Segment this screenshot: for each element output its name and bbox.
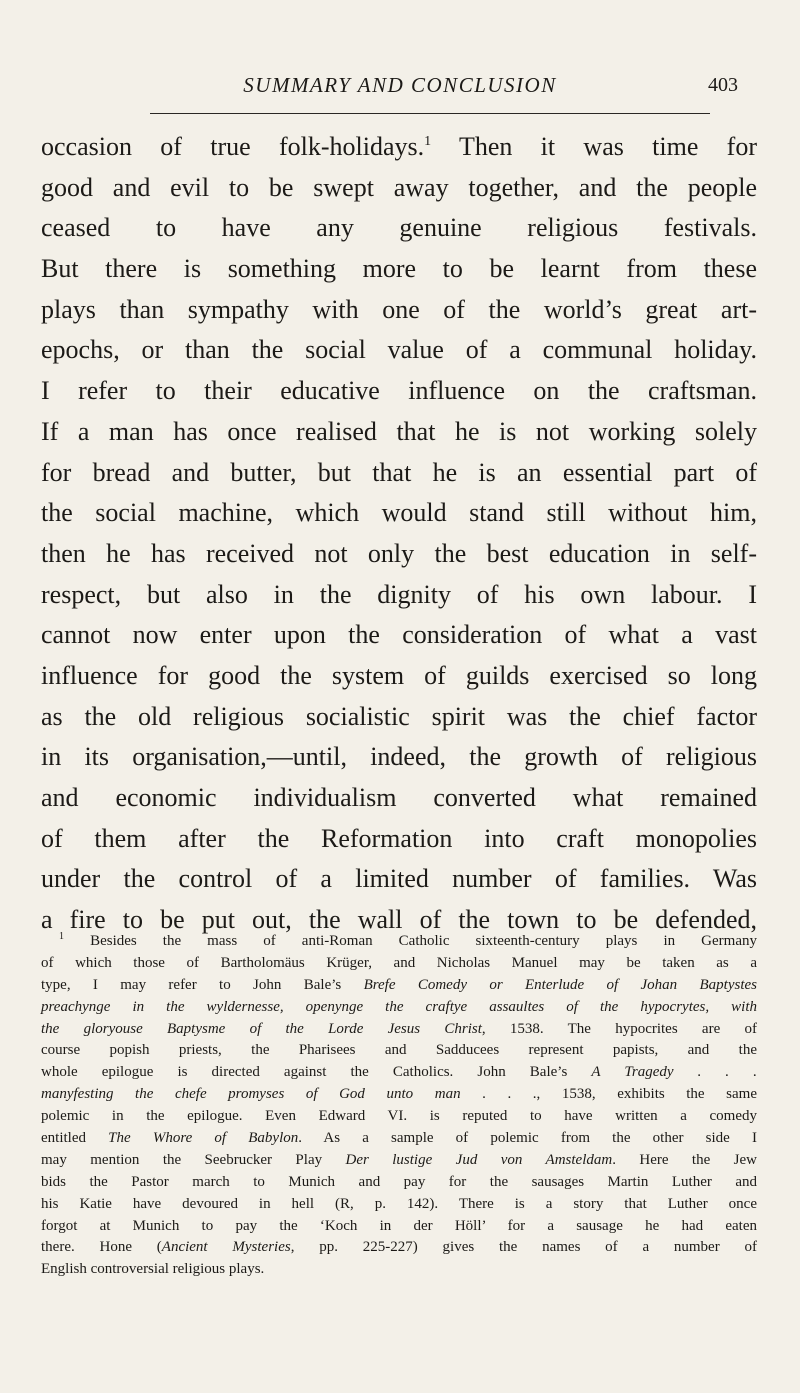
footnote-title: The Whore of Babylon [108, 1130, 299, 1147]
body-line-text: cannot now enter upon the consideration of what a vast [41, 620, 757, 650]
page-number: 403 [708, 74, 738, 96]
running-title: SUMMARY AND CONCLUSION [243, 73, 557, 97]
body-line-text: respect, but also in the dignity of his own labour. I [41, 579, 757, 609]
body-line-text: ceased to have any genuine religious festivals. [41, 213, 757, 243]
body-line [41, 615, 757, 656]
body-line [41, 534, 757, 575]
footnote-title: Brefe Comedy or Enterlude of Johan Baptystes [363, 976, 757, 993]
body-line-text: and economic individualism converted what remained [41, 783, 757, 812]
body-line [41, 575, 757, 616]
body-line [41, 453, 757, 494]
body-line-text: But there is something more to be learnt from these [41, 254, 757, 284]
footnote-line [41, 1237, 757, 1259]
body-line [41, 859, 757, 900]
footnote-title: Der lustige Jud von Amsteldam [345, 1151, 613, 1168]
body-line-text: occasion of true folk-holidays. [41, 132, 425, 161]
body-line-text: If a man has once realised that he is not working solely [41, 416, 757, 446]
body-line-tail: Then it was time for [431, 132, 757, 161]
footnote-line [41, 1128, 757, 1150]
footnote-line [41, 975, 757, 997]
header-rule [150, 113, 710, 114]
body-line-text: under the control of a limited number of families. Was [41, 864, 757, 894]
footnote-text: . . ., 1538, exhibits the same [460, 1086, 757, 1103]
footnote-text: type, I may refer to John Bale’s [41, 976, 364, 993]
main-text [41, 127, 757, 941]
footnote-line [41, 1194, 757, 1216]
footnote-line [41, 931, 757, 953]
body-line [41, 819, 757, 860]
body-line [41, 249, 757, 290]
body-line [41, 330, 757, 371]
footnote-text: may mention the Seebrucker Play [41, 1151, 346, 1168]
footnote-line [41, 1216, 757, 1238]
running-head [40, 73, 760, 107]
body-line [41, 778, 757, 819]
body-line-text: the social machine, which would stand still without him, [41, 498, 757, 528]
body-line-text: for bread and butter, but that he is an essential part of [41, 457, 757, 487]
footnote-text: forgot at Munich to pay the ‘Koch in der Höll’ for a sausage he had eaten [41, 1217, 757, 1234]
body-line-text: as the old religious socialistic spirit was the chief factor [41, 701, 757, 731]
footnote-text: of which those of Bartholomäus Krüger, and Nicholas Manuel may be taken as a [41, 954, 757, 971]
footnote-text: polemic in the epilogue. Even Edward VI. is reputed to have written a comedy [41, 1108, 757, 1125]
footnote-line [41, 1040, 757, 1062]
footnote-text: bids the Pastor march to Munich and pay for the sausages Martin Luther and [41, 1173, 757, 1190]
body-line-text: good and evil to be swept away together, and the people [41, 172, 757, 202]
footnote-text: whole epilogue is directed against the Catholics. John Bale’s [41, 1064, 592, 1081]
footnote-text: his Katie have devoured in hell (R, p. 142). There is a story that Luther once [41, 1195, 757, 1212]
footnote-line [41, 1019, 757, 1041]
body-line-text: epochs, or than the social value of a communal holiday. [41, 335, 757, 365]
footnote-title: preachynge in the wyldernesse, openynge the craftye assaultes of the hypocrytes, with [41, 998, 757, 1015]
body-line [41, 127, 757, 168]
footnote-line [41, 1062, 757, 1084]
body-line [41, 290, 757, 331]
footnote-line [41, 1106, 757, 1128]
body-line-text: a fire to be put out, the wall of the town to be defended, [41, 905, 757, 935]
footnote-text: Besides the mass of anti-Roman Catholic sixteenth-century plays in Germany [90, 933, 757, 949]
footnote-title: the gloryouse Baptysme of the Lorde Jesus Christ [41, 1020, 482, 1037]
body-line-text: plays than sympathy with one of the world’s great art- [41, 294, 757, 324]
footnote-line [41, 1259, 757, 1281]
footnote-reference[interactable]: 1 [424, 134, 432, 149]
footnote-text: English controversial religious plays. [41, 1261, 265, 1278]
body-line [41, 697, 757, 738]
footnote-text: , pp. 225-227) gives the names of a number of [290, 1239, 757, 1256]
body-line [41, 737, 757, 778]
footnote-line [41, 1172, 757, 1194]
footnote-marker: 1 [59, 931, 64, 942]
footnote-title: manyfesting the chefe promyses of God unto man [41, 1086, 461, 1103]
footnote-title: Ancient Mysteries [161, 1239, 291, 1256]
footnote-text: . Here the Jew [612, 1151, 757, 1168]
footnote-line [41, 1084, 757, 1106]
footnote-text: there. Hone ( [41, 1239, 162, 1256]
body-line-text: in its organisation,—until, indeed, the growth of religious [41, 742, 757, 772]
body-line [41, 208, 757, 249]
footnote-line [41, 1150, 757, 1172]
body-line [41, 412, 757, 453]
body-line [41, 656, 757, 697]
body-line-text: of them after the Reformation into craft monopolies [41, 823, 757, 853]
footnote-text: . As a sample of polemic from the other side I [298, 1130, 757, 1147]
body-line [41, 168, 757, 209]
body-line [41, 493, 757, 534]
footnote-line [41, 953, 757, 975]
footnote-text: entitled [41, 1130, 109, 1147]
body-line-text: influence for good the system of guilds exercised so long [41, 660, 757, 690]
footnote-title: A Tragedy . . . [591, 1064, 757, 1081]
footnote [41, 931, 757, 1281]
body-line [41, 371, 757, 412]
footnote-line [41, 997, 757, 1019]
footnote-text: course popish priests, the Pharisees and Sadducees represent papists, and the [41, 1042, 757, 1059]
body-line-text: then he has received not only the best education in self- [41, 538, 757, 568]
footnote-text: , 1538. The hypocrites are of [481, 1020, 757, 1037]
body-line-text: I refer to their educative influence on the craftsman. [41, 376, 757, 406]
